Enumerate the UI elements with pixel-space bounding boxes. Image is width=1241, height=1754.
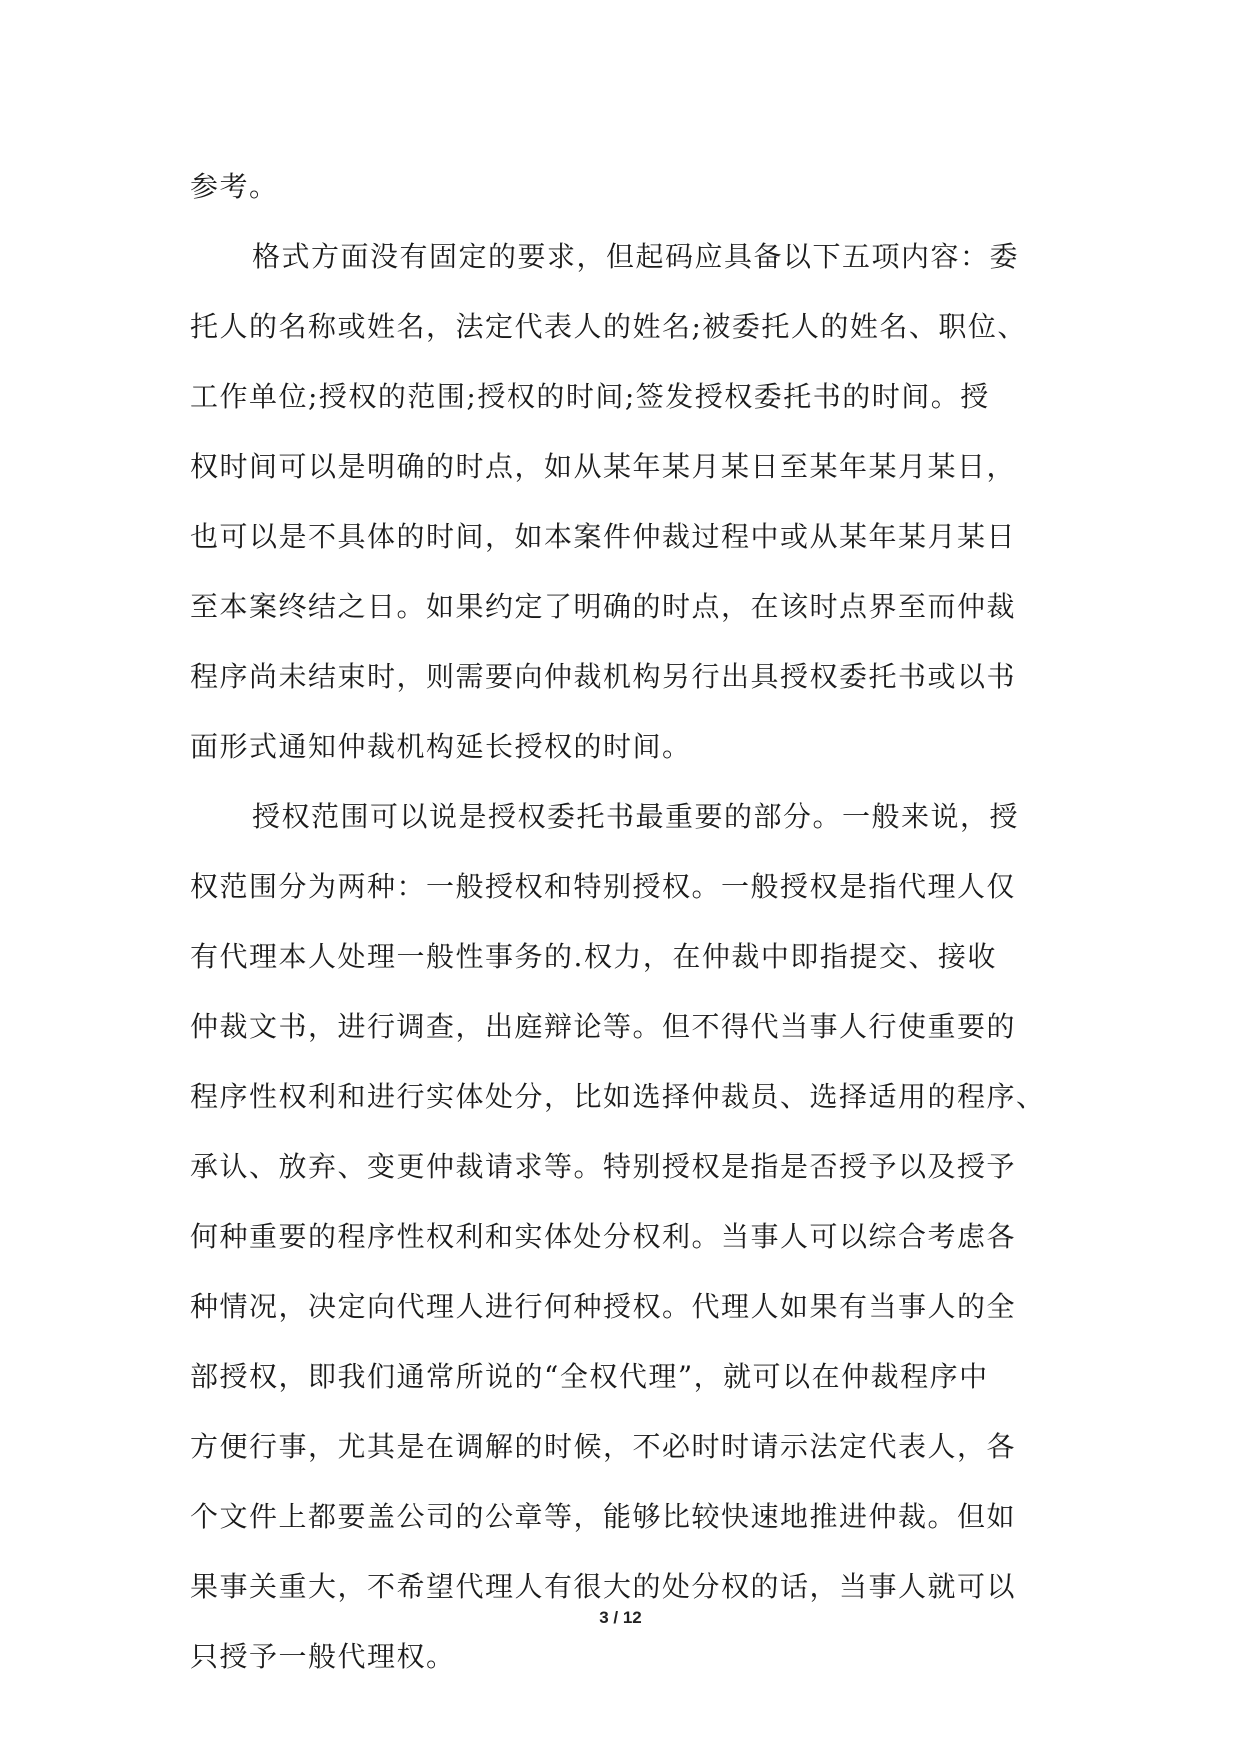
text-line: 果事关重大，不希望代理人有很大的处分权的话，当事人就可以 bbox=[190, 1570, 1017, 1603]
text-line: 托人的名称或姓名，法定代表人的姓名;被委托人的姓名、职位、 bbox=[190, 310, 1027, 343]
text-line: 部授权，即我们通常所说的“全权代理”，就可以在仲裁程序中 bbox=[190, 1360, 989, 1393]
text-line: 程序尚未结束时，则需要向仲裁机构另行出具授权委托书或以书 bbox=[190, 660, 1017, 693]
text-line: 至本案终结之日。如果约定了明确的时点，在该时点界至而仲裁 bbox=[190, 590, 1017, 623]
text-line: 个文件上都要盖公司的公章等，能够比较快速地推进仲裁。但如 bbox=[190, 1500, 1017, 1533]
document-body bbox=[190, 152, 1062, 1692]
text-line: 也可以是不具体的时间，如本案件仲裁过程中或从某年某月某日 bbox=[190, 520, 1017, 553]
paragraph-continuation bbox=[190, 152, 1062, 222]
text-line: 权时间可以是明确的时点，如从某年某月某日至某年某月某日， bbox=[190, 450, 1017, 483]
text-line: 仲裁文书，进行调查，出庭辩论等。但不得代当事人行使重要的 bbox=[190, 1010, 1017, 1043]
page-number: 3 / 12 bbox=[599, 1608, 642, 1627]
text-line: 承认、放弃、变更仲裁请求等。特别授权是指是否授予以及授予 bbox=[190, 1150, 1017, 1183]
text-line: 权范围分为两种：一般授权和特别授权。一般授权是指代理人仅 bbox=[190, 870, 1017, 903]
paragraph-format-requirements bbox=[190, 222, 1062, 782]
text-line: 种情况，决定向代理人进行何种授权。代理人如果有当事人的全 bbox=[190, 1290, 1017, 1323]
text-line: 只授予一般代理权。 bbox=[190, 1640, 456, 1673]
text-line: 工作单位;授权的范围;授权的时间;签发授权委托书的时间。授 bbox=[190, 380, 990, 413]
text-line: 格式方面没有固定的要求，但起码应具备以下五项内容：委 bbox=[252, 240, 1020, 273]
text-line: 有代理本人处理一般性事务的.权力，在仲裁中即指提交、接收 bbox=[190, 940, 997, 973]
text-line: 授权范围可以说是授权委托书最重要的部分。一般来说，授 bbox=[252, 800, 1020, 833]
text-line: 参考。 bbox=[190, 170, 279, 203]
text-line: 程序性权利和进行实体处分，比如选择仲裁员、选择适用的程序、 bbox=[190, 1080, 1046, 1113]
text-line: 面形式通知仲裁机构延长授权的时间。 bbox=[190, 730, 692, 763]
text-line: 何种重要的程序性权利和实体处分权利。当事人可以综合考虑各 bbox=[190, 1220, 1017, 1253]
text-line: 方便行事，尤其是在调解的时候，不必时时请示法定代表人，各 bbox=[190, 1430, 1017, 1463]
paragraph-authorization-scope bbox=[190, 782, 1062, 1692]
